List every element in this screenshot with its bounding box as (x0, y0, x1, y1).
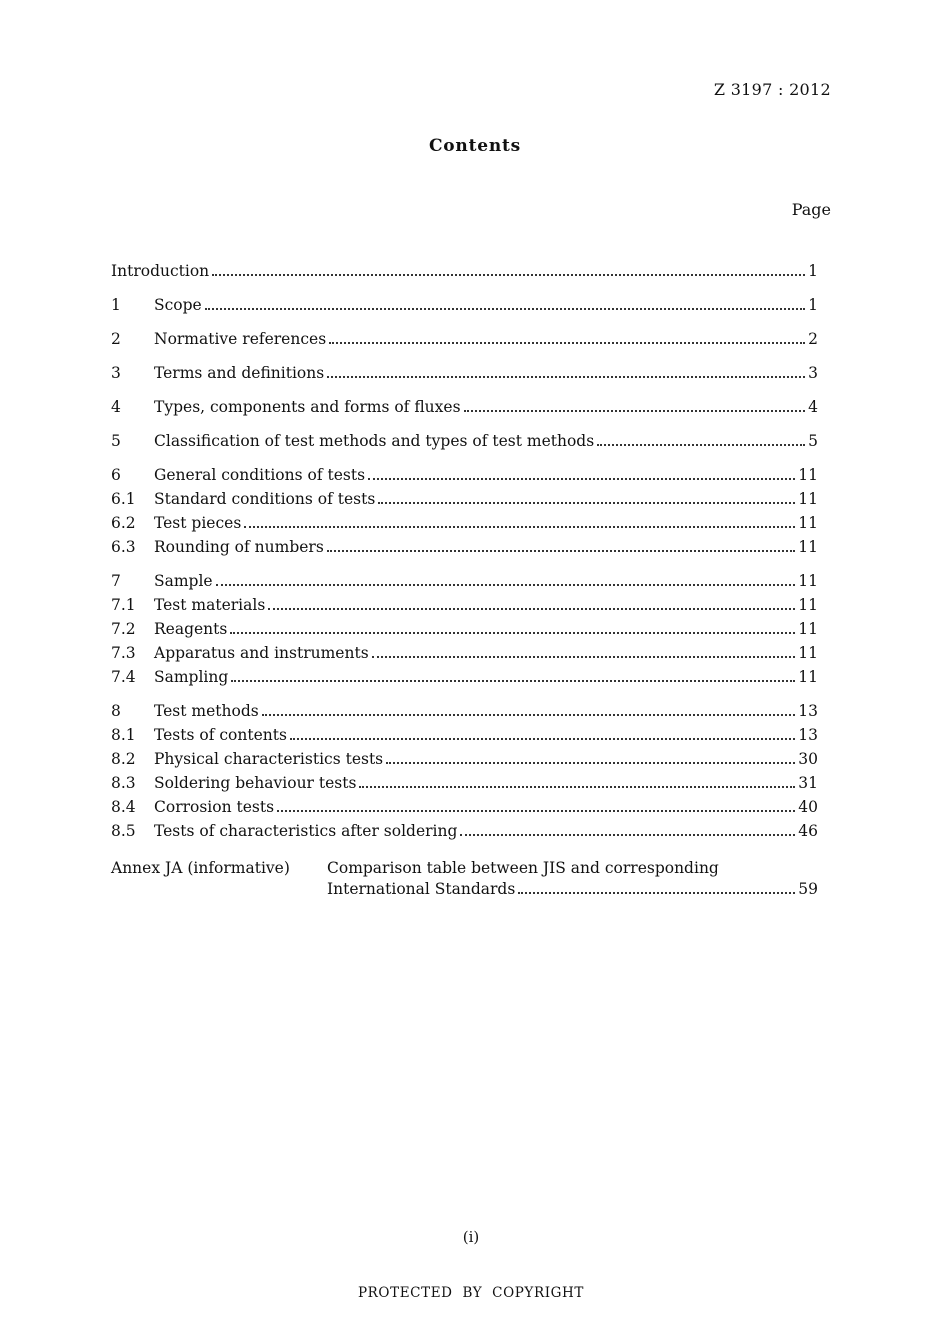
toc-entry-number: 6.2 (111, 514, 136, 532)
dot-leader (327, 376, 805, 378)
toc-entry[interactable] (111, 596, 818, 620)
dot-leader (231, 680, 795, 682)
toc-entry-title: Test pieces (154, 514, 242, 532)
toc-entry[interactable] (111, 432, 818, 456)
page-title: Contents (428, 136, 522, 156)
toc-entry-title: Standard conditions of tests (154, 490, 376, 508)
toc-entry[interactable] (111, 330, 818, 354)
dot-leader (368, 478, 795, 480)
toc-entry-page: 11 (798, 596, 818, 614)
toc-section-group (111, 296, 818, 320)
dot-leader (262, 714, 796, 716)
dot-leader (268, 608, 795, 610)
toc-section-group (111, 466, 818, 562)
dot-leader (329, 342, 805, 344)
standard-number: Z 3197 : 2012 (713, 80, 831, 99)
toc-entry[interactable] (111, 726, 818, 750)
toc-entry[interactable] (111, 572, 818, 596)
toc-entry-page: 31 (798, 774, 818, 792)
toc-entry-title: General conditions of tests (154, 466, 366, 484)
toc-entry-page: 11 (798, 466, 818, 484)
dot-leader (518, 892, 795, 894)
toc-entry[interactable] (111, 750, 818, 774)
toc-section-group (111, 432, 818, 456)
dot-leader (378, 502, 795, 504)
annex-page: 59 (798, 880, 818, 898)
page-column-label: Page (791, 200, 831, 219)
toc-entry-title: Tests of contents (154, 726, 287, 744)
annex-title-line-1: Comparison table between JIS and corresponding (327, 859, 719, 877)
toc-entry-number: 8 (111, 702, 121, 720)
toc-entry-page: 1 (808, 262, 818, 280)
toc-entry-title: Types, components and forms of fluxes (154, 398, 461, 416)
dot-leader (212, 274, 805, 276)
annex-title-line-2 (327, 880, 818, 904)
toc-entry-title: Normative references (154, 330, 327, 348)
toc-entry[interactable] (111, 620, 818, 644)
toc-entry[interactable] (111, 398, 818, 422)
dot-leader (244, 526, 795, 528)
toc-entry-title: Corrosion tests (154, 798, 275, 816)
toc-entry-page: 11 (798, 490, 818, 508)
dot-leader (386, 762, 795, 764)
annex-title (327, 856, 818, 904)
annex-title-line-2-text: International Standards (327, 880, 516, 898)
table-of-contents (111, 262, 818, 904)
dot-leader (277, 810, 795, 812)
dot-leader (372, 656, 796, 658)
toc-entry-title: Soldering behaviour tests (154, 774, 357, 792)
toc-entry-number: 8.4 (111, 798, 136, 816)
toc-entry-title: Sample (154, 572, 213, 590)
toc-entry-page: 4 (808, 398, 818, 416)
toc-entry[interactable] (111, 668, 818, 692)
toc-entry-number: 7.4 (111, 668, 136, 686)
toc-entry-title: Apparatus and instruments (154, 644, 369, 662)
toc-entry-number: 8.1 (111, 726, 136, 744)
toc-entry-page: 30 (798, 750, 818, 768)
dot-leader (460, 834, 795, 836)
toc-entry-title: Test materials (154, 596, 266, 614)
dot-leader (230, 632, 795, 634)
toc-entry-page: 11 (798, 644, 818, 662)
toc-entry[interactable] (111, 514, 818, 538)
toc-section-group (111, 330, 818, 354)
toc-entry-title: Introduction (111, 262, 210, 280)
toc-entry-page: 46 (798, 822, 818, 840)
dot-leader (359, 786, 795, 788)
toc-entry[interactable] (111, 774, 818, 798)
toc-entry-page: 5 (808, 432, 818, 450)
dot-leader (216, 584, 796, 586)
toc-section-group (111, 364, 818, 388)
toc-entry[interactable] (111, 296, 818, 320)
toc-entry-page: 11 (798, 514, 818, 532)
toc-entry[interactable] (111, 490, 818, 514)
toc-entry[interactable] (111, 644, 818, 668)
toc-entry-number: 8.3 (111, 774, 136, 792)
dot-leader (290, 738, 795, 740)
toc-entry-number: 6.3 (111, 538, 136, 556)
dot-leader (205, 308, 805, 310)
toc-entry-number: 7.3 (111, 644, 136, 662)
toc-entry-title: Scope (154, 296, 202, 314)
toc-entry-page: 11 (798, 538, 818, 556)
footer-page-number: (i) (462, 1228, 480, 1246)
copyright-notice: PROTECTED BY COPYRIGHT (357, 1285, 585, 1301)
toc-entry-title: Physical characteristics tests (154, 750, 384, 768)
toc-entry-title: Classification of test methods and types of test methods (154, 432, 595, 450)
dot-leader (597, 444, 805, 446)
toc-entry-page: 40 (798, 798, 818, 816)
toc-entry-page: 13 (798, 702, 818, 720)
toc-entry-title: Sampling (154, 668, 229, 686)
toc-entry-number: 4 (111, 398, 121, 416)
toc-entry-title: Rounding of numbers (154, 538, 324, 556)
toc-entry-page: 13 (798, 726, 818, 744)
dot-leader (327, 550, 795, 552)
toc-entry-number: 7.2 (111, 620, 136, 638)
toc-entry-page: 11 (798, 668, 818, 686)
toc-entry-number: 8.2 (111, 750, 136, 768)
toc-entry[interactable] (111, 798, 818, 822)
toc-entry[interactable] (111, 364, 818, 388)
toc-section-group (111, 572, 818, 692)
toc-entry-number: 7 (111, 572, 121, 590)
toc-entry[interactable] (111, 702, 818, 726)
toc-entry-number: 6 (111, 466, 121, 484)
toc-entry-number: 1 (111, 296, 121, 314)
toc-entry-number: 8.5 (111, 822, 136, 840)
toc-entry-number: 7.1 (111, 596, 136, 614)
toc-entry-page: 11 (798, 572, 818, 590)
toc-entry-title: Test methods (154, 702, 259, 720)
toc-entry-page: 3 (808, 364, 818, 382)
toc-entry-title: Tests of characteristics after soldering (154, 822, 458, 840)
toc-entry[interactable] (111, 822, 818, 846)
annex-label: Annex JA (informative) (111, 859, 290, 877)
toc-section-group (111, 262, 818, 286)
toc-entry[interactable] (111, 538, 818, 562)
dot-leader (464, 410, 806, 412)
toc-entry-number: 6.1 (111, 490, 136, 508)
toc-entry-number: 3 (111, 364, 121, 382)
toc-annex-entry[interactable] (111, 856, 818, 904)
toc-entry-title: Terms and definitions (154, 364, 325, 382)
toc-entry-title: Reagents (154, 620, 228, 638)
toc-entry-page: 2 (808, 330, 818, 348)
toc-entry[interactable] (111, 262, 818, 286)
toc-section-group (111, 702, 818, 846)
toc-section-group (111, 398, 818, 422)
toc-entry-number: 5 (111, 432, 121, 450)
toc-entry-page: 11 (798, 620, 818, 638)
toc-entry-number: 2 (111, 330, 121, 348)
toc-entry[interactable] (111, 466, 818, 490)
toc-entry-page: 1 (808, 296, 818, 314)
